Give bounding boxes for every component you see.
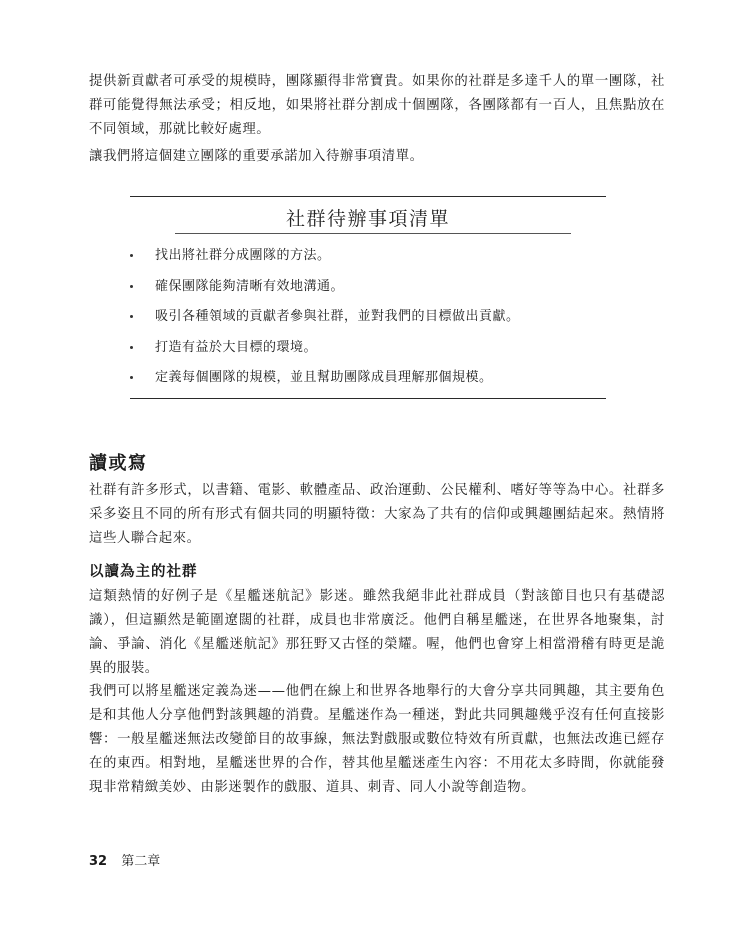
intro-paragraph-2: 讓我們將這個建立團隊的重要承諾加入待辦事項清單。	[89, 149, 424, 164]
todo-item-text: 打造有益於大目標的環境。	[155, 339, 318, 355]
bullet-icon	[130, 254, 133, 257]
subsection-paragraph-1: 這類熱情的好例子是《星艦迷航記》影迷。雖然我絕非此社群成員（對該節目也只有基礎認識），但這顯然是範圍遼闊的社群，成員也非常廣泛。他們自稱星艦迷，在世界各地聚集，討論、爭論、消化《星艦迷航記》那狂野又古怪的榮耀。喔，他們也會穿上相當滑稽有時更是詭異的服裝。	[89, 589, 665, 676]
todo-list	[130, 244, 606, 397]
bullet-icon	[130, 346, 133, 349]
todo-item	[130, 366, 606, 397]
todo-item	[130, 336, 606, 367]
todo-item-text: 定義每個團隊的規模，並且幫助團隊成員理解那個規模。	[155, 370, 493, 385]
bullet-icon	[130, 376, 133, 379]
todo-box-title: 社群待辦事項清單	[285, 208, 450, 230]
todo-box-top-rule	[130, 196, 606, 197]
intro-paragraph-1: 提供新貢獻者可承受的規模時，團隊顯得非常寶貴。如果你的社群是多達千人的單一團隊，社群可能覺得無法承受；相反地，如果將社群分割成十個團隊，各團隊都有一百人，且焦點放在不同領域，那就比較好處理。	[89, 74, 665, 137]
todo-item-text: 找出將社群分成團隊的方法。	[155, 248, 331, 263]
todo-title-underline	[175, 233, 571, 234]
page-number: 32	[89, 854, 108, 869]
subsection-paragraph-2: 我們可以將星艦迷定義為迷——他們在線上和世界各地舉行的大會分享共同興趣，其主要角色是和其他人分享他們對該興趣的消費。星艦迷作為一種迷，對此共同興趣幾乎沒有任何直接影響：一般星艦迷無法改變節目的故事線，無法對戲服或數位特效有所貢獻，也無法改進已經存在的東西。相對地，星艦迷世界的合作，替其他星艦迷產生內容：不用花太多時間，你就能發現非常精緻美妙、由影迷製作的戲服、道具、刺青、同人小說等創造物。	[89, 684, 665, 795]
subsection-heading: 以讀為主的社群	[89, 564, 198, 580]
page-footer	[89, 852, 160, 872]
section-paragraph: 社群有許多形式，以書籍、電影、軟體產品、政治運動、公民權利、嗜好等等為中心。社群多采多姿且不同的所有形式有個共同的明顯特徵：大家為了共有的信仰或興趣團結起來。熱情將這些人聯合起來。	[89, 483, 665, 546]
todo-item	[130, 275, 606, 306]
todo-box-bottom-rule	[130, 398, 606, 399]
bullet-icon	[130, 315, 133, 318]
todo-item	[130, 305, 606, 336]
chapter-label: 第二章	[121, 854, 161, 869]
todo-item	[130, 244, 606, 275]
bullet-icon	[130, 285, 133, 288]
todo-item-text: 確保團隊能夠清晰有效地溝通。	[155, 278, 345, 294]
section-heading: 讀或寫	[89, 453, 148, 474]
todo-item-text: 吸引各種領域的貢獻者參與社群，並對我們的目標做出貢獻。	[155, 309, 520, 324]
